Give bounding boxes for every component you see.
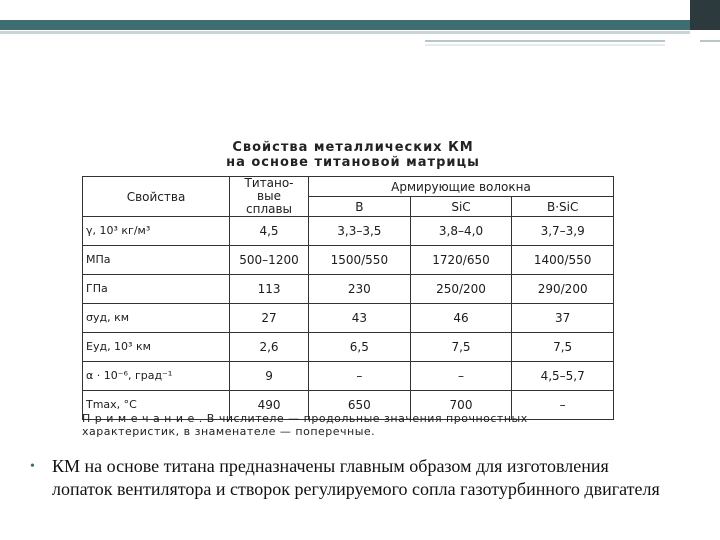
row-value: 3,8–4,0 [410,217,512,246]
row-property: σуд, км [83,304,230,333]
header-property: Свойства [83,177,230,217]
header-accent-line-right [700,40,720,42]
row-value: 7,5 [512,333,614,362]
bullet-text: КМ на основе титана предназначены главным образом для изготовления лопаток вентилятора и створок регулируемого сопла газотурбинного двигателя [52,456,660,499]
properties-table-figure [78,130,618,442]
row-value: – [410,362,512,391]
row-value: 37 [512,304,614,333]
table-body [83,217,614,420]
header-fibers-group: Армирующие волокна [309,177,614,197]
figure-title-line2: на основе титановой матрицы [226,155,480,170]
header-accent-line-light [425,44,665,46]
table-row [83,275,614,304]
row-value: 3,3–3,5 [309,217,411,246]
row-value: 650 [309,391,411,420]
row-property: МПа [83,246,230,275]
row-property: Tmax, °C [83,391,230,420]
header-fiber-bsic: B·SiC [512,197,614,217]
row-value: – [512,391,614,420]
row-value: 6,5 [309,333,411,362]
row-value: 27 [230,304,309,333]
row-value: 1720/650 [410,246,512,275]
table-row [83,362,614,391]
row-value: 43 [309,304,411,333]
header-fiber-b: B [309,197,411,217]
row-value: 290/200 [512,275,614,304]
row-value: 9 [230,362,309,391]
properties-table [82,176,614,420]
header-accent-line [425,40,665,42]
bullet-dot-icon: • [30,459,35,474]
row-value: 7,5 [410,333,512,362]
header-titanium: Титано-вые сплавы [230,177,309,217]
table-row [83,333,614,362]
figure-title [188,140,518,170]
table-row [83,217,614,246]
row-value: 46 [410,304,512,333]
row-value: 4,5–5,7 [512,362,614,391]
header-fiber-sic: SiC [410,197,512,217]
header-teal-band [0,20,690,30]
row-value: 230 [309,275,411,304]
row-value: 113 [230,275,309,304]
row-value: 700 [410,391,512,420]
row-value: 2,6 [230,333,309,362]
row-value: 3,7–3,9 [512,217,614,246]
row-value: 490 [230,391,309,420]
row-property: ГПа [83,275,230,304]
header-dark-block [690,0,720,30]
table-row [83,304,614,333]
row-property: α · 10⁻⁶, град⁻¹ [83,362,230,391]
table-row [83,246,614,275]
row-property: Eуд, 10³ км [83,333,230,362]
row-value: 4,5 [230,217,309,246]
row-value: 1400/550 [512,246,614,275]
row-value: – [309,362,411,391]
figure-title-line1: Свойства металлических КМ [232,140,474,155]
row-value: 500–1200 [230,246,309,275]
row-value: 1500/550 [309,246,411,275]
row-value: 250/200 [410,275,512,304]
header-thin-line [0,31,690,34]
table-note: П р и м е ч а н и е . В числителе — продольные значения прочностных характеристик, в знаменателе — поперечные. [82,412,528,438]
slide-header-decoration [0,0,720,38]
row-property: γ, 10³ кг/м³ [83,217,230,246]
bullet-item [30,455,670,501]
